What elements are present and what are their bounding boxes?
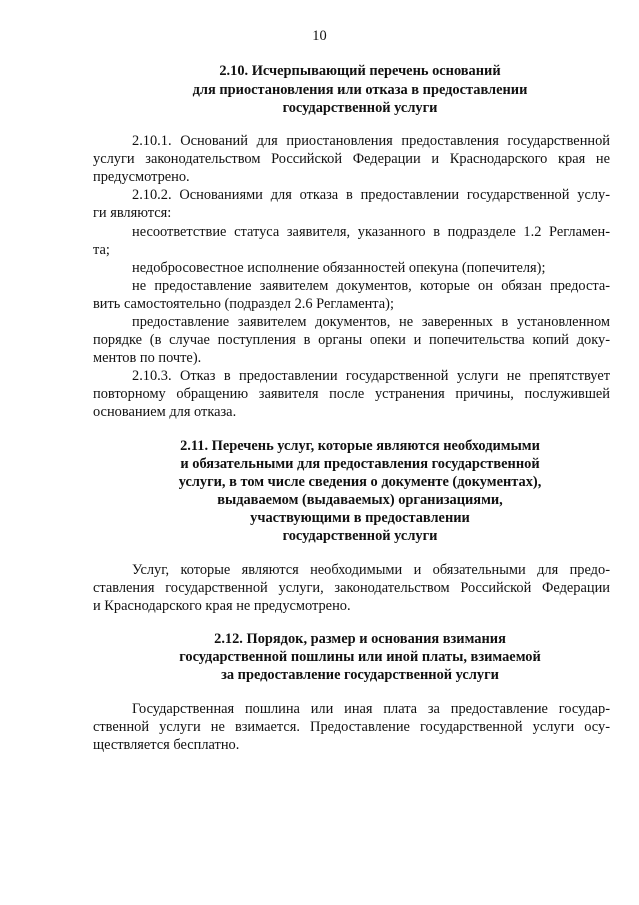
paragraph-2-10-3-line-2: повторному обращению заявителя после устранения причины, послужившей	[93, 386, 610, 402]
list-item-1-line-2: та;	[93, 242, 110, 258]
section-2-11-heading-line-4: выдаваемом (выдаваемых) организациями,	[217, 492, 503, 508]
section-2-11-heading-line-6: государственной услуги	[282, 528, 438, 544]
paragraph-2-10-1-line-1: 2.10.1. Оснований для приостановления предоставления государственной	[132, 133, 610, 149]
paragraph-2-12-line-2: ственной услуги не взимается. Предоставление государственной услуги осу-	[93, 719, 610, 735]
list-item-2: недобросовестное исполнение обязанностей опекуна (попечителя);	[132, 260, 546, 276]
paragraph-2-10-1-line-2: услуги законодательством Российской Федерации и Краснодарского края не	[93, 151, 610, 167]
section-2-12-heading-line-2: государственной пошлины или иной платы, взимаемой	[179, 649, 541, 665]
paragraph-2-11-line-2: ставления государственной услуги, законодательством Российской Федерации	[93, 580, 610, 596]
section-2-11-heading-line-3: услуги, в том числе сведения о документе (документах),	[178, 474, 542, 490]
paragraph-2-10-1-line-3: предусмотрено.	[93, 169, 190, 185]
paragraph-2-10-3-line-3: основанием для отказа.	[93, 404, 237, 420]
paragraph-2-11-line-1: Услуг, которые являются необходимыми и обязательными для предо-	[132, 562, 610, 578]
section-2-12-heading-line-3: за предоставление государственной услуги	[221, 667, 499, 683]
paragraph-2-11-line-3: и Краснодарского края не предусмотрено.	[93, 598, 351, 614]
section-2-10-heading-line-1: 2.10. Исчерпывающий перечень оснований	[219, 63, 501, 79]
section-2-10-heading-line-2: для приостановления или отказа в предоставлении	[192, 82, 528, 98]
section-2-12-heading-line-1: 2.12. Порядок, размер и основания взимания	[214, 631, 506, 647]
list-item-3-line-2: вить самостоятельно (подраздел 2.6 Регламента);	[93, 296, 394, 312]
paragraph-2-12-line-3: ществляется бесплатно.	[93, 737, 240, 753]
section-2-10-heading-line-3: государственной услуги	[282, 100, 438, 116]
section-2-11-heading-line-2: и обязательными для предоставления государственной	[180, 456, 540, 472]
list-item-4-line-1: предоставление заявителем документов, не заверенных в установленном	[132, 314, 610, 330]
page-number: 10	[312, 28, 327, 44]
paragraph-2-10-3-line-1: 2.10.3. Отказ в предоставлении государственной услуги не препятствует	[132, 368, 610, 384]
paragraph-2-12-line-1: Государственная пошлина или иная плата за предоставление государ-	[132, 701, 610, 717]
section-2-11-heading-line-1: 2.11. Перечень услуг, которые являются необходимыми	[180, 438, 540, 454]
paragraph-2-10-2-line-2: ги являются:	[93, 205, 172, 221]
section-2-11-heading-line-5: участвующими в предоставлении	[250, 510, 470, 526]
list-item-4-line-3: ментов по почте).	[93, 350, 202, 366]
paragraph-2-10-2-line-1: 2.10.2. Основаниями для отказа в предоставлении государственной услу-	[132, 187, 610, 203]
list-item-3-line-1: не предоставление заявителем документов, которые он обязан предоста-	[132, 278, 610, 294]
list-item-4-line-2: порядке (в случае поступления в органы опеки и попечительства копий доку-	[93, 332, 610, 348]
list-item-1-line-1: несоответствие статуса заявителя, указанного в подразделе 1.2 Регламен-	[132, 224, 610, 240]
